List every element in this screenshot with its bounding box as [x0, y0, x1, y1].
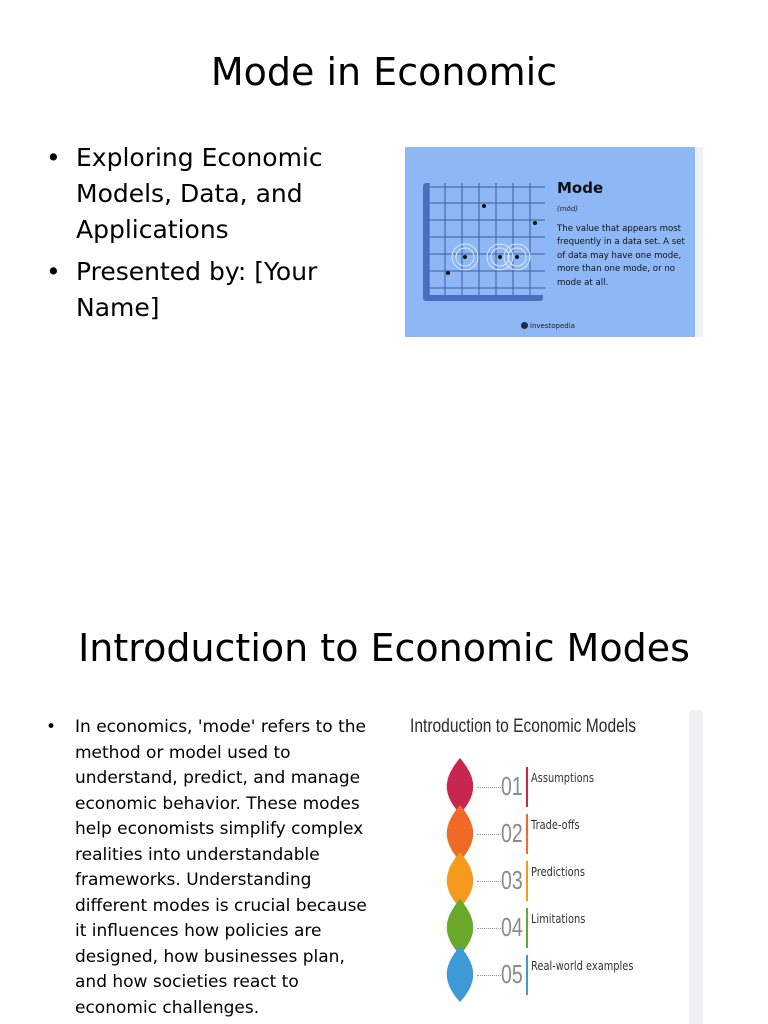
- bullet-item: • In economics, 'mode' refers to the method or model used to understand, predict, and manage economic behavior. These modes help economists simplify complex realities into understandable frameworks. Understanding different modes is crucial because it influences how policies are designed, how businesses plan, and how societies react to economic challenges.: [46, 715, 376, 1021]
- step-label: Real-world examples: [531, 959, 634, 973]
- step-number: 01: [501, 771, 523, 801]
- step-number: 02: [501, 818, 523, 848]
- slide-1-title: Mode in Economic: [210, 50, 558, 94]
- step-item: [405, 765, 685, 815]
- connector: [477, 928, 501, 929]
- step-label: Assumptions: [531, 771, 595, 785]
- step-item: [405, 812, 685, 862]
- connector: [477, 787, 501, 788]
- step-number: 04: [501, 912, 523, 942]
- bullet-item: • Presented by: [Your Name]: [46, 254, 346, 326]
- brand-logo: [521, 322, 575, 330]
- slide-2-title: Introduction to Economic Modes: [78, 626, 690, 670]
- slide-2-bullets: [46, 715, 376, 1021]
- brand-icon: [521, 322, 528, 329]
- step-item: [405, 859, 685, 909]
- step-item: [405, 906, 685, 956]
- infographic-title: Introduction to Economic Models: [410, 716, 637, 737]
- step-bar: [526, 767, 528, 807]
- mode-pronunciation: (mōd): [557, 205, 579, 213]
- step-number: 05: [501, 959, 523, 989]
- mode-definition: The value that appears most frequently in a data set. A set of data may have one mode, more than one mode, or no mode at all.: [557, 224, 685, 288]
- connector: [477, 975, 501, 976]
- step-bar: [526, 814, 528, 854]
- connector: [477, 881, 501, 882]
- connector: [477, 834, 501, 835]
- step-label: Limitations: [531, 912, 586, 926]
- brand-name: investopedia: [530, 322, 575, 330]
- economic-models-infographic: [405, 710, 703, 1024]
- image-edge: [689, 710, 703, 1024]
- mode-heading: Mode: [557, 179, 604, 197]
- bullet-item: • Exploring Economic Models, Data, and Applications: [46, 140, 346, 248]
- step-number: 03: [501, 865, 523, 895]
- step-item: [405, 953, 685, 1003]
- step-bar: [526, 861, 528, 901]
- mode-infographic: [405, 147, 703, 337]
- slide-1-bullets: [46, 140, 346, 332]
- step-bar: [526, 955, 528, 995]
- step-bar: [526, 908, 528, 948]
- slide-2: [0, 580, 768, 1024]
- step-label: Predictions: [531, 865, 586, 879]
- step-label: Trade-offs: [531, 818, 580, 832]
